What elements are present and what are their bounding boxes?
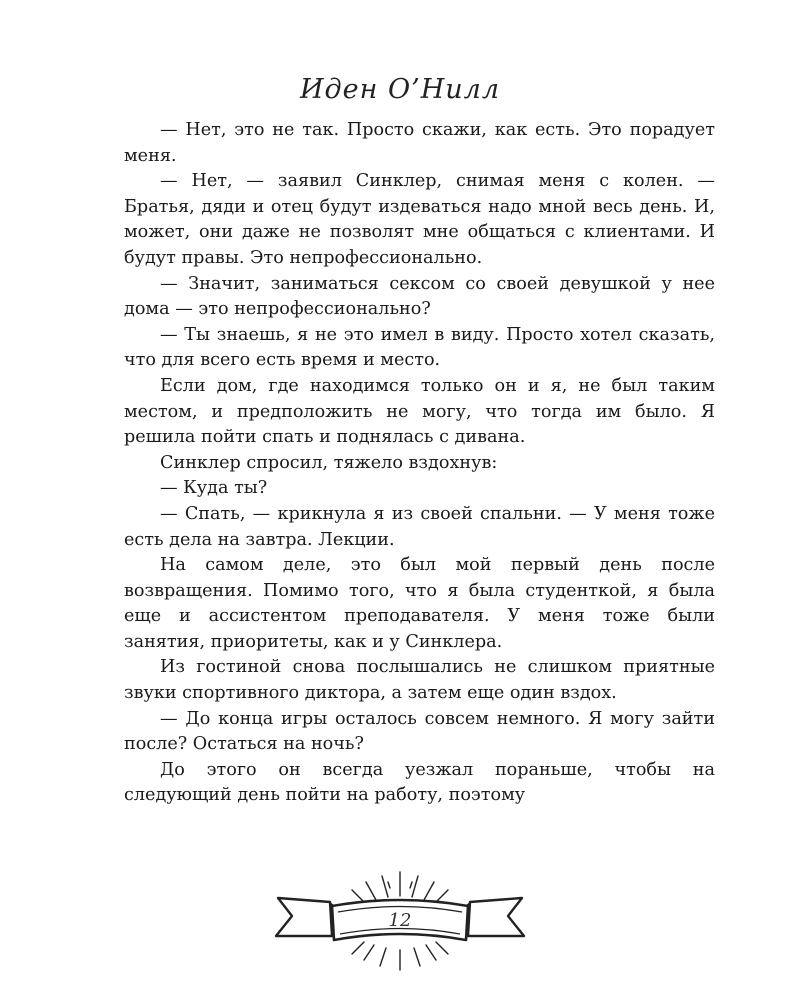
paragraph: — Спать, — крикнула я из своей спальни. — У меня тоже есть дела на завтра. Лекции. [124,503,715,550]
ribbon-banner-icon [270,866,530,976]
paragraph: Если дом, где находимся только он и я, не был таким местом, и предположить не могу, что тогда им было. Я решила пойти спать и поднялась с дивана. [124,375,715,448]
page-number: 12 [388,910,412,931]
paragraph: — Нет, — заявил Синклер, снимая меня с колен. — Братья, дяди и отец будут издеваться надо мной весь день. И, может, они даже не позволят мне общаться с клиентами. И будут правы. Это непрофессионально. [124,171,715,268]
body-text [124,118,715,809]
paragraph: — Нет, это не так. Просто скажи, как есть. Это порадует меня. [124,120,715,166]
paragraph: — Куда ты? [160,478,268,499]
paragraph: На самом деле, это был мой первый день после возвращения. Помимо того, что я была студенткой, я была еще и ассистентом преподавателя. У меня тоже были занятия, приоритеты, как и у Синклера. [124,555,715,652]
paragraph: Синклер спросил, тяжело вздохнув: [160,452,498,473]
paragraph: Из гостиной снова послышались не слишком приятные звуки спортивного диктора, а затем еще один вздох. [124,657,715,704]
paragraph: До этого он всегда уезжал пораньше, чтобы на следующий день пойти на работу, поэтому [124,759,715,806]
paragraph: — Ты знаешь, я не это имел в виду. Просто хотел сказать, что для всего есть время и место. [124,324,715,371]
paragraph: — До конца игры осталось совсем немного. Я могу зайти после? Остаться на ночь? [124,708,715,755]
paragraph: — Значит, заниматься сексом со своей девушкой у нее дома — это непрофессионально? [124,273,715,320]
running-head-author: Иден О’Нилл [299,74,501,105]
